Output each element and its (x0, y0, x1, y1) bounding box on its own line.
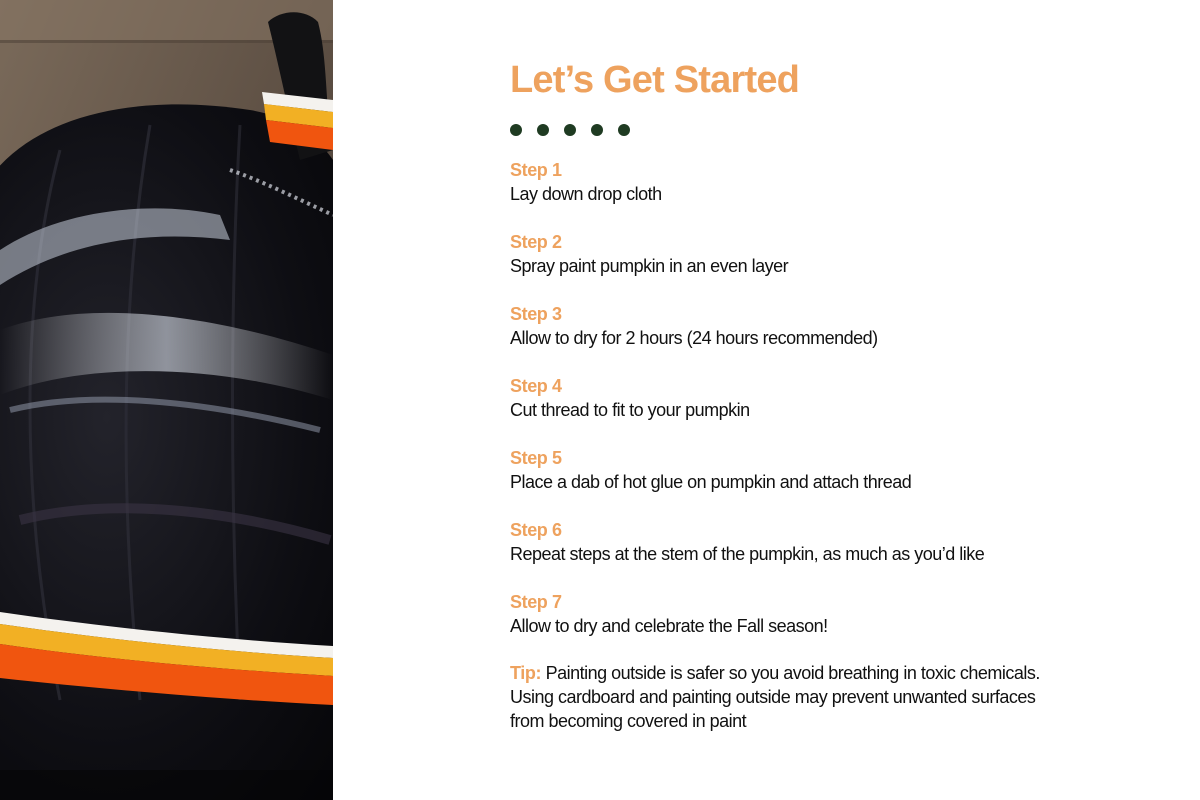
step-label: Step 1 (510, 160, 562, 180)
step-label: Step 6 (510, 520, 562, 540)
pumpkin-photo (0, 0, 333, 800)
instructions-panel (510, 58, 1130, 733)
step-text: Repeat steps at the stem of the pumpkin, as much as you’d like (510, 544, 985, 564)
page-title: Let’s Get Started (510, 59, 800, 101)
dot-icon (537, 124, 549, 136)
step-label: Step 5 (510, 448, 562, 468)
dot-icon (618, 124, 630, 136)
step-item-1 (510, 158, 1130, 230)
dot-icon (510, 124, 522, 136)
step-label: Step 4 (510, 376, 562, 396)
dot-icon (591, 124, 603, 136)
step-label: Step 2 (510, 232, 562, 252)
tip-label: Tip: (510, 663, 542, 683)
step-item-3 (510, 302, 1130, 374)
dot-icon (564, 124, 576, 136)
step-item-6 (510, 518, 1130, 590)
step-text: Place a dab of hot glue on pumpkin and attach thread (510, 472, 912, 492)
step-label: Step 7 (510, 592, 562, 612)
steps-list (510, 158, 1130, 662)
decorative-dots (510, 124, 1130, 136)
step-item-7 (510, 590, 1130, 662)
tip-note (510, 661, 1050, 733)
step-text: Allow to dry for 2 hours (24 hours recommended) (510, 328, 878, 348)
pumpkin-image (0, 0, 333, 800)
step-text: Lay down drop cloth (510, 184, 662, 204)
step-text: Cut thread to fit to your pumpkin (510, 400, 750, 420)
tip-text: Painting outside is safer so you avoid breathing in toxic chemicals. Using cardboard and painting outside may prevent unwanted surfaces from becoming covered in paint (510, 663, 1040, 731)
step-item-2 (510, 230, 1130, 302)
step-label: Step 3 (510, 304, 562, 324)
step-item-5 (510, 446, 1130, 518)
step-item-4 (510, 374, 1130, 446)
step-text: Allow to dry and celebrate the Fall season! (510, 616, 828, 636)
step-text: Spray paint pumpkin in an even layer (510, 256, 789, 276)
